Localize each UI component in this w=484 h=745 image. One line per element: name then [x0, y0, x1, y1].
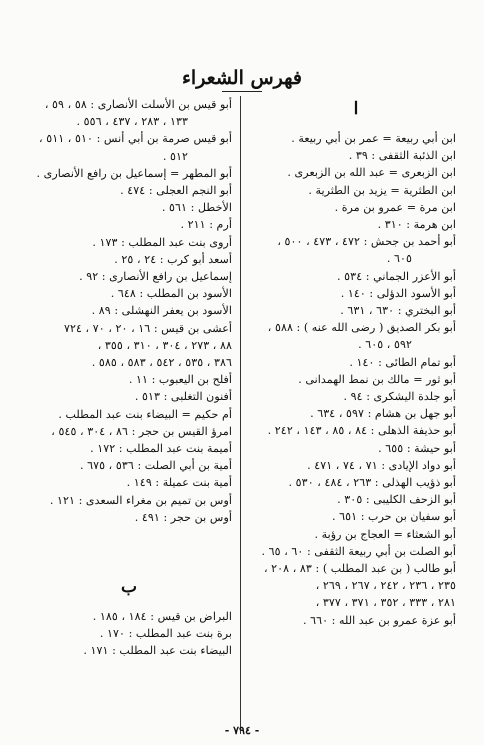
index-entry: أبو تمام الطائى : ١٤٠ .: [349, 355, 456, 369]
index-entry: أبو جلدة اليشكرى : ٩٤ .: [343, 390, 456, 404]
index-entry: ٥١٢ .: [162, 149, 188, 163]
index-entry: ٨٨ ، ٢٧٣ ، ٣٠٤ ، ٣١٠ ، ٣٥٥ ،: [97, 338, 232, 352]
index-entry: أميمة بنت عبد المطلب : ١٧٢ .: [90, 442, 232, 456]
index-entry: أبو حذيفة الذهلى : ٨٤ ، ٨٥ ، ١٤٣ ، ٢٤٢ .: [267, 424, 456, 438]
entry-list-alif: [256, 130, 456, 629]
index-entry: أم حكيم = البيضاء بنت عبد المطلب .: [58, 407, 232, 421]
section-letter-ba: ب: [120, 577, 137, 598]
index-entry: الأخطل : ٥٦١ .: [161, 201, 232, 215]
index-entry: ابن الطثرية = يزيد بن الطثرية .: [308, 183, 456, 197]
index-entry: أبو أحمد بن جحش : ٤٧٢ ، ٤٧٣ ، ٥٠٠ ،: [277, 235, 456, 249]
index-entry: أبو قيس صرمة بن أبي أنس : ٥١٠ ، ٥١١ ،: [39, 132, 232, 146]
index-entry: أرم : ٢١١ .: [180, 218, 232, 232]
title-underline: [222, 91, 262, 92]
index-entry: ابن الذئبة الثقفى : ٣٩ .: [348, 149, 456, 163]
index-entry: إسماعيل بن رافع الأنصارى : ٩٢ .: [79, 270, 232, 284]
index-entry: ٢٣٥ ، ٢٣٦ ، ٢٤٢ ، ٢٦٧ ، ٢٦٩ ،: [315, 579, 456, 593]
index-entry: ٦٠٥ .: [386, 252, 412, 266]
index-entry: ٣٨٦ ، ٥٣٥ ، ٥٤٢ ، ٥٨٣ ، ٥٨٥ .: [91, 356, 232, 370]
section-letter-alif: ا: [353, 99, 359, 119]
index-entry: ابن الزبعرى = عبد الله بن الزبعرى .: [287, 166, 456, 180]
index-entry: أبو الأعزر الجماني : ٥٣٤ .: [337, 269, 456, 283]
index-entry: أبو الزحف الكليبى : ٣٠٥ .: [337, 493, 456, 507]
index-column-continued: [26, 96, 232, 660]
index-column-alif: [256, 96, 456, 629]
page-title: فهرس الشعراء: [181, 67, 302, 89]
index-entry: ابن مرة = عمرو بن مرة .: [334, 200, 456, 214]
index-entry: أبو الأسود الدؤلى : ١٤٠ .: [340, 286, 456, 300]
index-entry: البراض بن قيس : ١٨٤ ، ١٨٥ .: [92, 610, 232, 624]
index-entry: ٢٨١ ، ٣٣٣ ، ٣٥٢ ، ٣٧١ ، ٣٧٧ ،: [315, 596, 456, 610]
index-entry: أمية بنت عميلة : ١٤٩ .: [126, 476, 232, 490]
index-entry: أروى بنت عبد المطلب : ١٧٣ .: [92, 235, 232, 249]
index-entry: أعشى بن قيس : ١٦ ، ٢٠ ، ٧٠ ، ٧٢٤: [63, 321, 232, 335]
index-entry: أبو طالب ( بن عبد المطلب ) : ٨٣ ، ٢٠٨ ،: [263, 562, 456, 576]
index-entry: برة بنت عبد المطلب : ١٧٠ .: [99, 627, 232, 641]
index-entry: أفلح بن اليعبوب : ١١ .: [128, 373, 232, 387]
index-entry: البيضاء بنت عبد المطلب : ١٧١ .: [83, 644, 232, 658]
column-divider: [240, 96, 241, 734]
index-entry: الأسود بن المطلب : ٦٤٨ .: [110, 287, 232, 301]
index-entry: أبو دواد الإيادى : ٧١ ، ٧٤ ، ٤٧١ .: [307, 458, 456, 472]
page-number: - ٧٩٤ -: [224, 724, 260, 737]
index-entry: أبو سفيان بن حرب : ٦٥١ .: [332, 510, 456, 524]
index-entry: ابن أبي ربيعة = عمر بن أبي ربيعة .: [291, 132, 456, 145]
index-entry: أبو حيشة : ٦٥٥ .: [378, 441, 456, 455]
index-entry: أفنون التغلبى : ٥١٣ .: [134, 390, 232, 404]
index-entry: أبو النجم العجلى : ٤٧٤ .: [120, 184, 232, 198]
index-entry: امرؤ القيس بن حجر : ٨٦ ، ٣٠٤ ، ٥٤٥ ،: [51, 424, 232, 438]
index-entry: أبو عزة عمرو بن عبد الله : ٦٦٠ .: [302, 613, 456, 627]
index-entry: ١٣٣ ، ٢٨٣ ، ٤٣٧ ، ٥٥٦ .: [76, 115, 188, 129]
index-entry: أبو ثور = مالك بن نمط الهمدانى .: [298, 372, 456, 386]
index-entry: ٥٩٢ ، ٦٠٥ .: [358, 338, 412, 352]
index-entry: أبو المطهر = إسماعيل بن رافع الأنصارى .: [36, 166, 232, 180]
index-entry: أبو جهل بن هشام : ٥٩٧ ، ٦٣٤ .: [310, 407, 456, 421]
entry-list-continued: [26, 96, 232, 526]
index-entry: أبو قيس بن الأسلت الأنصارى : ٥٨ ، ٥٩ ،: [44, 98, 232, 111]
index-entry: أبو الصلت بن أبي ربيعة الثقفى : ٦٠ ، ٦٥ .: [261, 544, 456, 558]
index-entry: أمية بن أبي الصلت : ٥٣٦ ، ٦٧٥ .: [79, 459, 232, 473]
index-entry: أوس بن تميم بن مغراء السعدى : ١٢١ .: [49, 493, 232, 507]
entry-list-ba: [26, 608, 232, 660]
index-entry: أبو بكر الصديق ( رضى الله عنه ) : ٥٨٨ ،: [267, 321, 456, 335]
index-entry: أبو البختري : ٦٣٠ ، ٦٣١ .: [340, 304, 456, 318]
index-entry: أوس بن حجر : ٤٩١ .: [134, 510, 232, 524]
index-entry: أسعد أبو كرب : ٢٤ ، ٢٥ .: [114, 252, 232, 266]
index-entry: الأسود بن يعفر النهشلى : ٨٩ .: [91, 304, 232, 318]
index-entry: ابن هرمة : ٣١٠ .: [377, 218, 456, 232]
index-entry: أبو الشعثاء = العجاج بن رؤبة .: [314, 527, 456, 541]
index-entry: أبو ذؤيب الهذلى : ٢٦٣ ، ٤٨٤ ، ٥٣٠ .: [288, 476, 456, 490]
